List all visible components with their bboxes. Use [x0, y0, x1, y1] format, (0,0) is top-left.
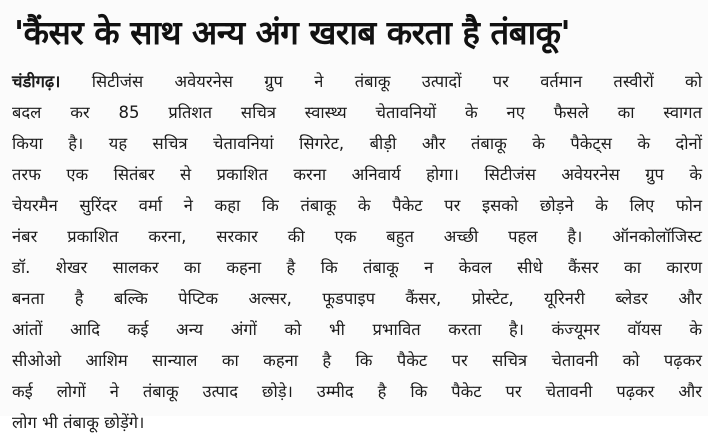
article-line-1-text: सिटीजंस अवेयरनेस ग्रुप ने तंबाकू उत्पादों पर वर्तमान तस्वीरों को: [60, 72, 702, 91]
article-line-11: कई लोगों ने तंबाकू उत्पाद छोड़े। उम्मीद है कि पैकेट पर चेतावनी पढ़कर और: [12, 382, 702, 401]
article-line-4: तरफ एक सितंबर से प्रकाशित करना अनिवार्य होगा। सिटीजंस अवेयरनेस ग्रुप के: [12, 165, 702, 184]
article-line-1: [12, 66, 702, 97]
dateline: चंडीगढ़।: [12, 72, 61, 91]
article-line-5: चेयरमैन सुरिंदर वर्मा ने कहा कि तंबाकू के पैकेट पर इसको छोड़ने के लिए फोन: [12, 196, 702, 215]
article-line-2: बदल कर 85 प्रतिशत सचित्र स्वास्थ्य चेतावनियों के नए फैसले का स्वागत: [12, 103, 702, 122]
article-line-6: नंबर प्रकाशित करना, सरकार की एक बहुत अच्छी पहल है। ऑनकोलॉजिस्ट: [12, 227, 702, 246]
article-line-9: आंतों आदि कई अन्य अंगों को भी प्रभावित करता है। कंज्यूमर वॉयस के: [12, 320, 702, 339]
article-line-10: सीओओ आशिम सान्याल का कहना है कि पैकेट पर सचित्र चेतावनी को पढ़कर: [12, 351, 702, 370]
article-line-8: बनता है बल्कि पेप्टिक अल्सर, फूडपाइप कैंसर, प्रोस्टेट, यूरिनरी ब्लेडर और: [12, 289, 702, 308]
article-line-3: किया है। यह सचित्र चेतावनियां सिगरेट, बीड़ी और तंबाकू के पैकेट्स के दोनों: [12, 134, 702, 153]
article-body: [12, 66, 702, 438]
article-line-12: लोग भी तंबाकू छोड़ेंगे।: [12, 413, 145, 432]
article-line-7: डॉ. शेखर सालकर का कहना है कि तंबाकू न केवल सीधे कैंसर का कारण: [12, 258, 702, 277]
headline: 'कैंसर के साथ अन्य अंग खराब करता है तंबाकू': [14, 13, 571, 52]
